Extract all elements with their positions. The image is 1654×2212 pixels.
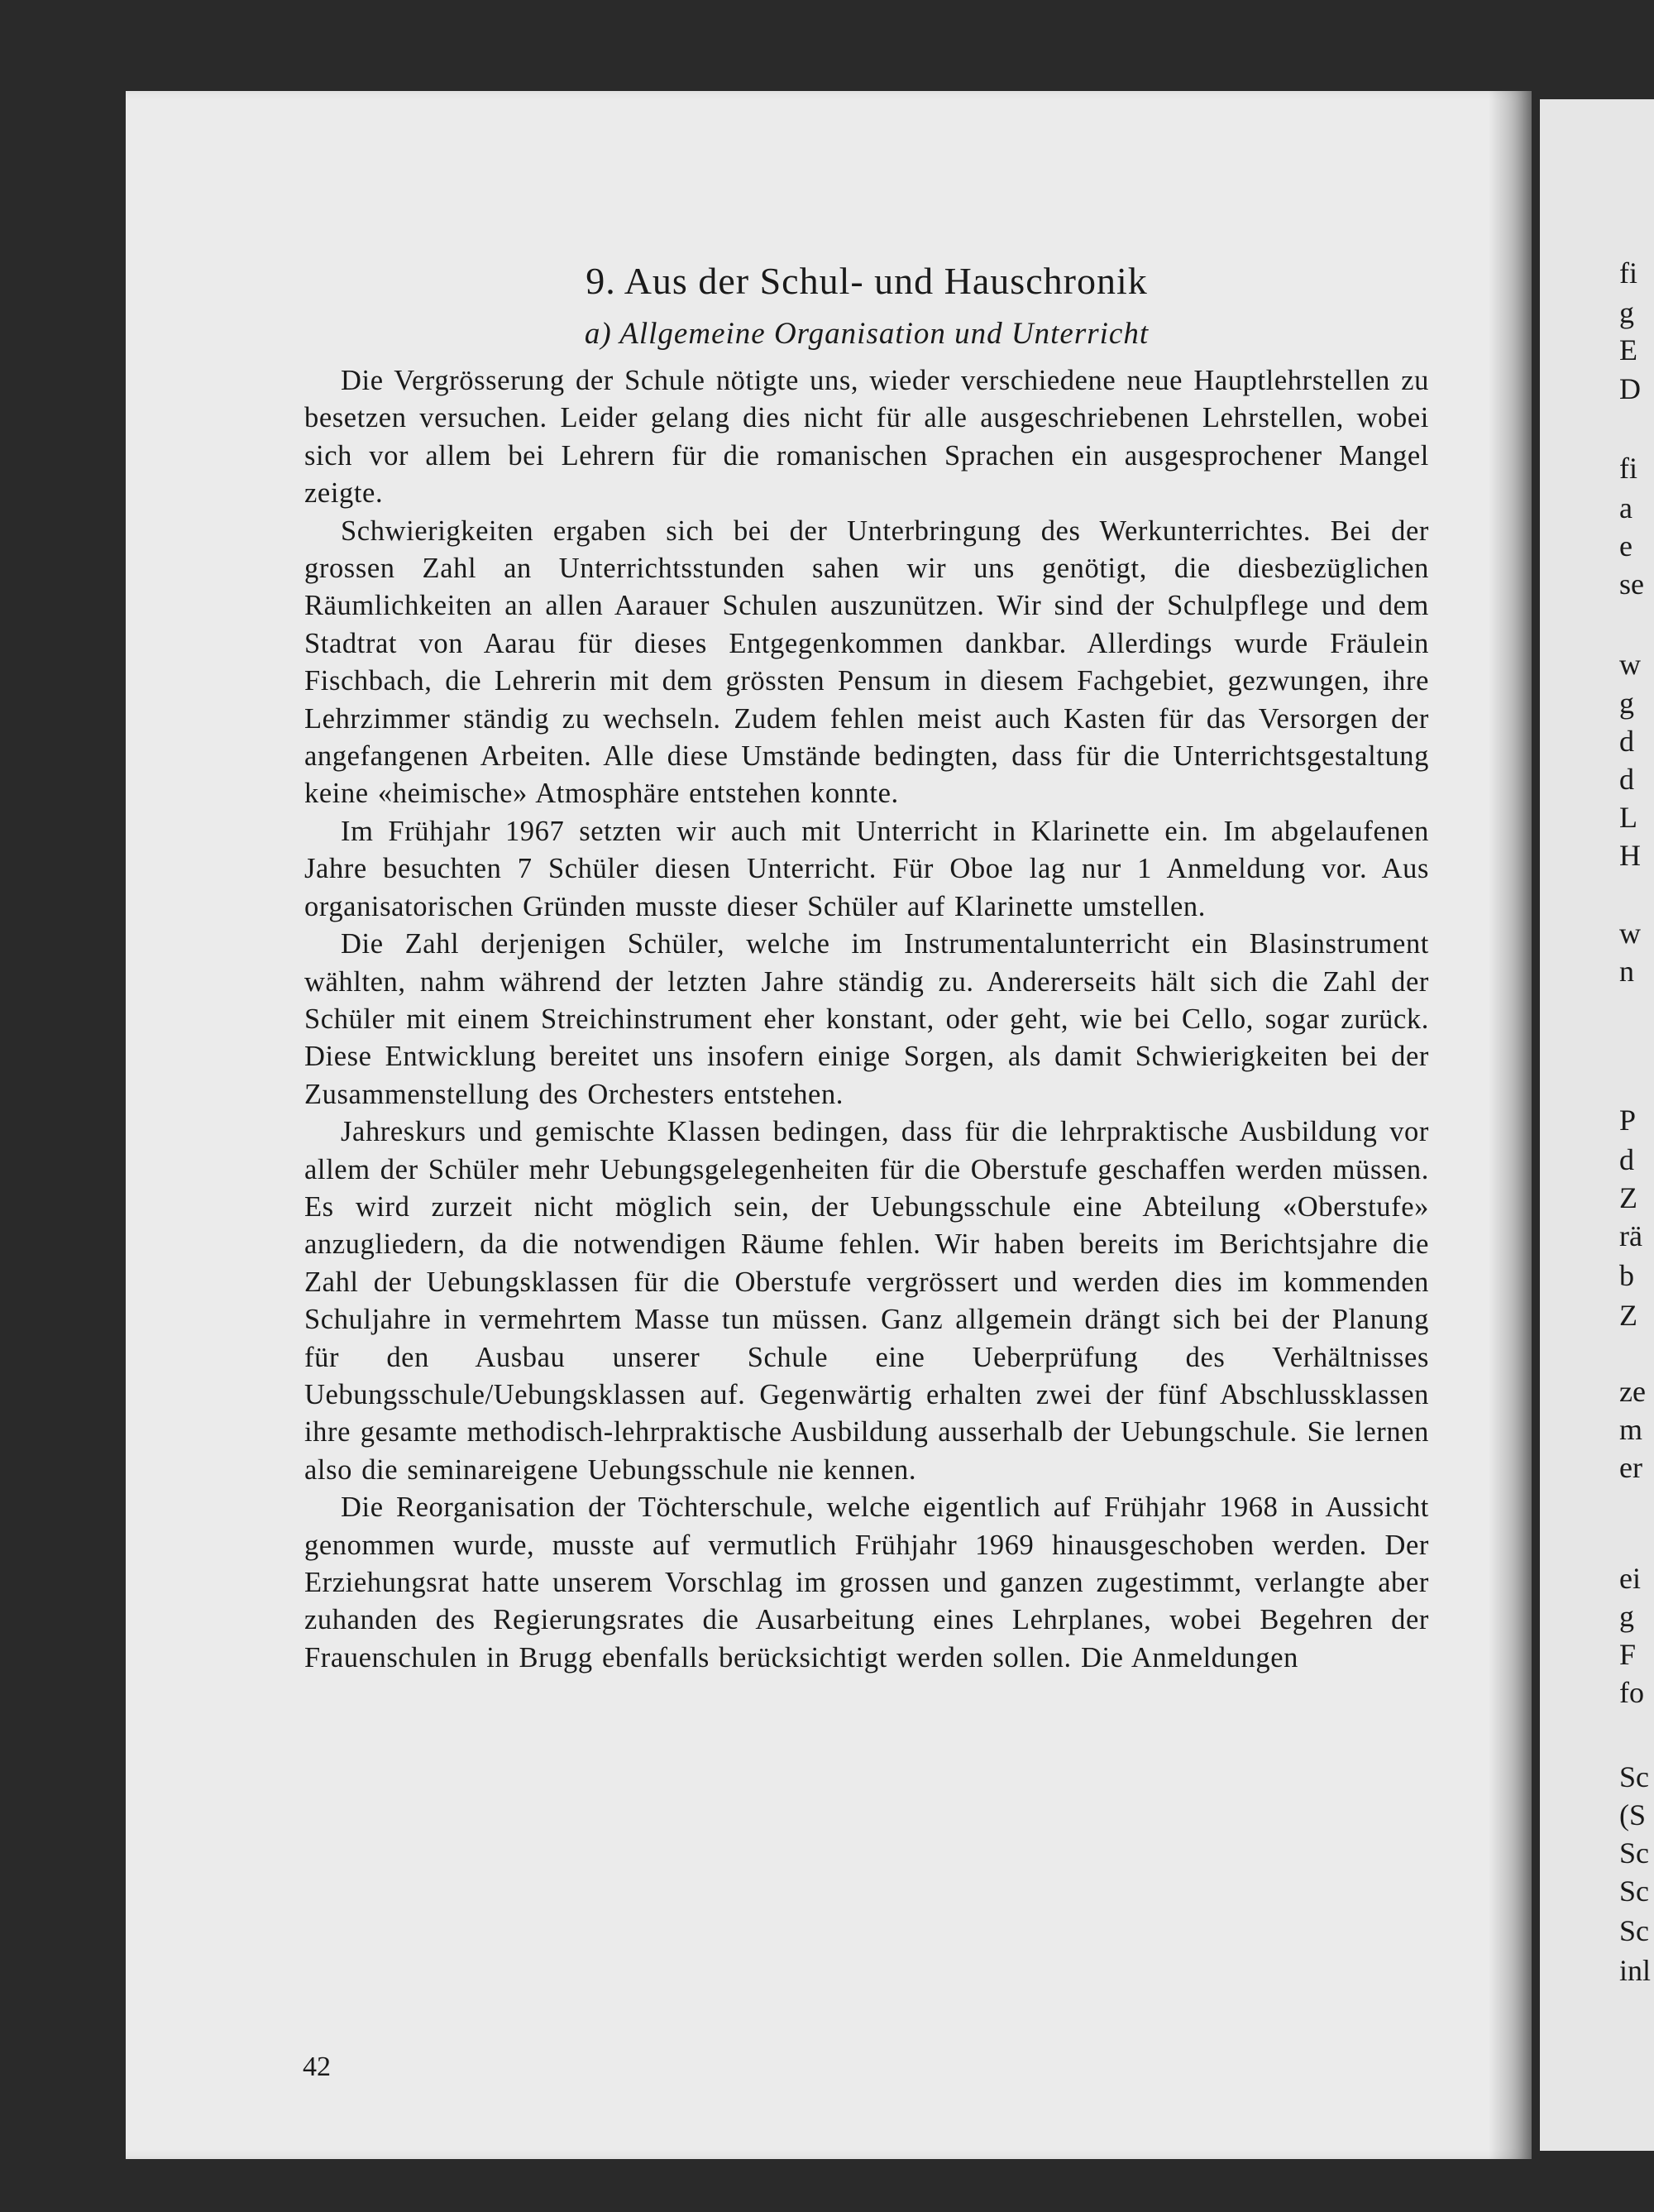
adjacent-line: rä: [1619, 1219, 1642, 1252]
adjacent-line: ze: [1619, 1375, 1646, 1408]
adjacent-line: Z: [1619, 1181, 1637, 1214]
adjacent-line: Sc: [1619, 1836, 1649, 1870]
paragraph: Die Vergrösserung der Schule nötigte uns, wieder verschiedene neue Hauptlehrstellen zu besetzen versuchen. Leider gelang dies nicht für alle ausgeschriebenen Lehrstellen, wobei sich vor allem bei Lehrern für die romanischen Sprachen ein ausgesprochener Mangel zeigte.: [304, 365, 1429, 510]
adjacent-line: w: [1619, 648, 1641, 681]
paragraph: Die Reorganisation der Töchterschule, welche eigentlich auf Frühjahr 1968 in Aussicht genommen wurde, musste auf vermutlich Frühjahr 1969 hinausgeschoben werden. Der Erziehungsrat hatte unserem Vorschlag im grossen und ganzen zugestimmt, verlangte aber zuhanden des Regierungsrates die Ausarbeitung eines Lehrplanes, wobei Begehren der Frauenschulen in Brugg ebenfalls berücksichtigt werden sollen. Die Anmeldungen: [304, 1491, 1429, 1673]
page-content: [304, 258, 1429, 1677]
adjacent-line: w: [1619, 917, 1641, 950]
adjacent-line: fi: [1619, 452, 1637, 485]
adjacent-line: Z: [1619, 1299, 1637, 1332]
adjacent-line: er: [1619, 1451, 1642, 1484]
adjacent-line: inl: [1619, 1954, 1652, 1987]
section-title: a) Allgemeine Organisation und Unterricht: [584, 317, 1150, 351]
adjacent-line: P: [1619, 1104, 1637, 1137]
paragraph: Im Frühjahr 1967 setzten wir auch mit Unterricht in Klarinette ein. Im abgelaufenen Jahre besuchten 7 Schüler diesen Unterricht. Für Oboe lag nur 1 Anmeldung vor. Aus organisatorischen Gründen musste dieser Schüler auf Klarinette umstellen.: [304, 815, 1429, 922]
chapter-title: 9. Aus der Schul- und Hauschronik: [586, 260, 1148, 302]
adjacent-line: d: [1619, 725, 1634, 758]
adjacent-line: Sc: [1619, 1914, 1649, 1947]
adjacent-line: Sc: [1619, 1760, 1649, 1793]
paragraph: Jahreskurs und gemischte Klassen bedingen, dass für die lehrpraktische Ausbildung vor allem der Schüler mehr Uebungsgelegenheiten für die Oberstufe geschaffen werden müssen. Es wird zurzeit nicht möglich sein, der Uebungsschule eine Abteilung «Oberstufe» anzugliedern, da die notwendigen Räume fehlen. Wir haben bereits im Berichtsjahre die Zahl der Uebungsklassen für die Oberstufe vergrössert und werden dies im kommenden Schuljahre in vermehrtem Masse tun müssen. Ganz allgemein drängt sich bei der Planung für den Ausbau unserer Schule eine Ueberprüfung des Verhältnisses Uebungsschule/Uebungsklassen auf. Gegenwärtig erhalten zwei der fünf Abschlussklassen ihre gesamte methodisch-lehrpraktische Ausbildung ausserhalb der Uebungschule. Sie lernen also die seminareigene Uebungsschule nie kennen.: [304, 1116, 1429, 1486]
page-number: 42: [303, 2052, 331, 2082]
adjacent-line: d: [1619, 1143, 1634, 1176]
adjacent-line: fo: [1619, 1676, 1644, 1709]
paragraph: Die Zahl derjenigen Schüler, welche im Instrumentalunterricht ein Blasinstrument wählten, nahm während der letzten Jahre ständig zu. Andererseits hält sich die Zahl der Schüler mit einem Streichinstrument eher konstant, oder geht, wie bei Cello, sogar zurück. Diese Entwicklung bereitet uns insofern einige Sorgen, als damit Schwierigkeiten bei der Zusammenstellung des Orchesters entstehen.: [304, 928, 1429, 1110]
page-gutter-shadow: [1489, 91, 1532, 2159]
adjacent-line: (S: [1619, 1798, 1647, 1831]
adjacent-line: fi: [1619, 256, 1637, 290]
adjacent-line: n: [1619, 955, 1634, 988]
adjacent-line: L: [1619, 801, 1637, 834]
adjacent-line: F: [1619, 1638, 1637, 1671]
adjacent-line: b: [1619, 1259, 1634, 1292]
adjacent-line: g: [1619, 1600, 1634, 1633]
adjacent-line: Sc: [1619, 1874, 1649, 1908]
adjacent-line: ei: [1619, 1562, 1641, 1595]
adjacent-line: m: [1619, 1413, 1643, 1446]
adjacent-line: se: [1619, 567, 1644, 601]
adjacent-line: E: [1619, 333, 1637, 366]
paragraph: Schwierigkeiten ergaben sich bei der Unterbringung des Werkunterrichtes. Bei der grossen Zahl an Unterrichtsstunden sahen wir uns genötigt, die diesbezüglichen Räumlichkeiten an allen Aarauer Schulen auszunützen. Wir sind der Schulpflege und dem Stadtrat von Aarau für dieses Entgegenkommen dankbar. Allerdings wurde Fräulein Fischbach, die Lehrerin mit dem grössten Pensum in diesem Fachgebiet, gezwungen, ihre Lehrzimmer ständig zu wechseln. Zudem fehlen meist auch Kasten für das Versorgen der angefangenen Arbeiten. Alle diese Umstände bedingten, dass für die Unterrichtsgestaltung keine «heimische» Atmosphäre entstehen konnte.: [304, 515, 1429, 810]
adjacent-line: e: [1619, 529, 1632, 563]
adjacent-line: g: [1619, 687, 1634, 720]
adjacent-line: a: [1619, 491, 1632, 524]
adjacent-line: D: [1619, 372, 1641, 405]
adjacent-line: d: [1619, 763, 1634, 796]
adjacent-line: H: [1619, 839, 1641, 872]
adjacent-line: g: [1619, 296, 1634, 329]
